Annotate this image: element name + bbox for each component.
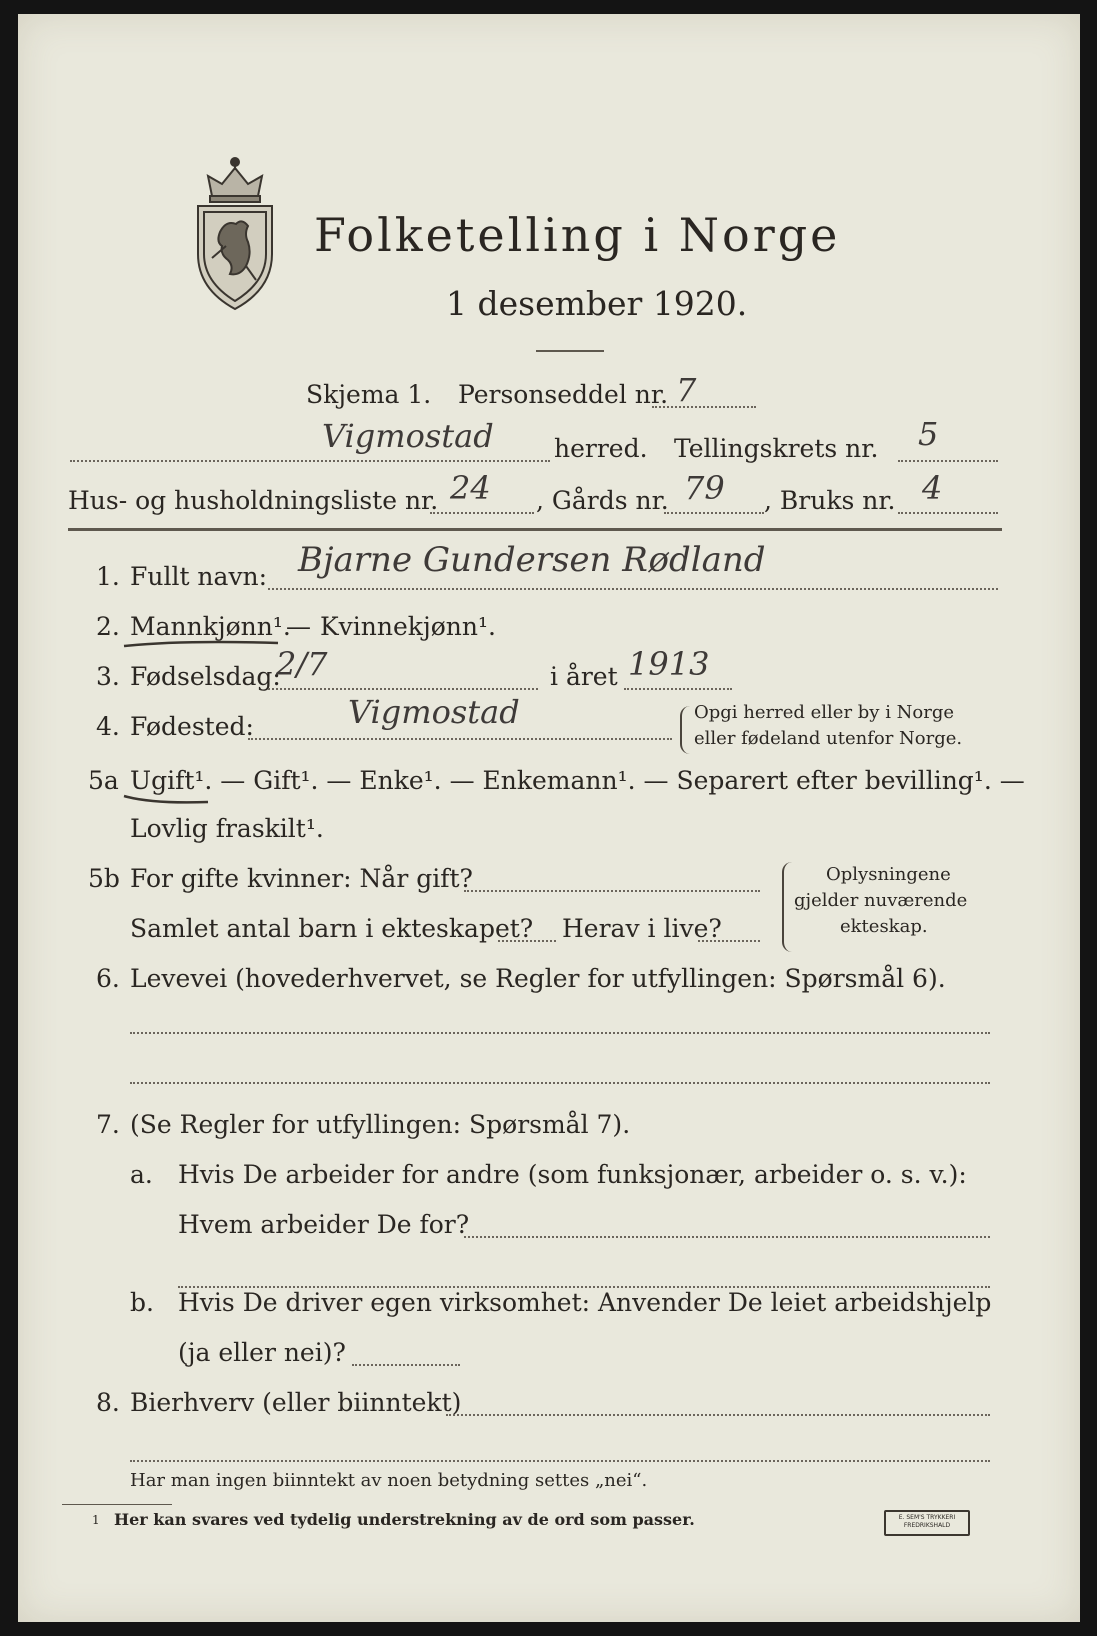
personseddel-label: Personseddel nr. xyxy=(458,380,669,409)
herred-label: herred. xyxy=(554,434,648,463)
occupation-line-1[interactable] xyxy=(130,1032,990,1034)
full-name-value[interactable]: Bjarne Gundersen Rødland xyxy=(298,540,766,580)
q2-number: 2. xyxy=(96,612,120,641)
q1-line xyxy=(268,588,998,590)
q8-number: 8. xyxy=(96,1388,120,1417)
employer-line[interactable] xyxy=(464,1236,990,1238)
divorced-option[interactable]: Lovlig fraskilt¹. xyxy=(130,814,324,843)
q3-label: Fødselsdag: xyxy=(130,662,281,691)
q8-label: Bierhverv (eller biinntekt) xyxy=(130,1388,462,1417)
q2-separator: — xyxy=(286,612,311,641)
year-line xyxy=(624,688,732,690)
footnote-divider xyxy=(62,1504,172,1505)
personseddel-line xyxy=(652,406,756,408)
q7a-letter: a. xyxy=(130,1160,153,1189)
printer-stamp-line2: FREDRIKSHALD xyxy=(903,1522,951,1529)
q7a-employer-label: Hvem arbeider De for? xyxy=(178,1210,470,1239)
children-alive-line xyxy=(698,940,760,942)
q7a-line1: Hvis De arbeider for andre (som funksjonær, arbeider o. s. v.): xyxy=(178,1160,967,1189)
q4-label: Fødested: xyxy=(130,712,254,741)
personseddel-value[interactable]: 7 xyxy=(676,371,697,409)
title-divider xyxy=(536,350,604,352)
hired-help-line[interactable] xyxy=(352,1364,460,1366)
form-title: Folketelling i Norge xyxy=(314,208,841,262)
hus-value[interactable]: 24 xyxy=(450,469,491,507)
marital-status-options[interactable]: Ugift¹. — Gift¹. — Enke¹. — Enkemann¹. — Separert efter bevilling¹. — xyxy=(130,766,1025,795)
children-total-line xyxy=(498,940,556,942)
skjema-label: Skjema 1. xyxy=(306,380,432,409)
children-total-label: Samlet antal barn i ekteskapet? xyxy=(130,914,534,943)
tellingskrets-label: Tellingskrets nr. xyxy=(674,434,879,463)
tellingskrets-line xyxy=(898,460,998,462)
footnote-mark: 1 xyxy=(92,1513,100,1527)
children-alive-label: Herav i live? xyxy=(562,914,722,943)
birthday-line xyxy=(268,688,538,690)
birth-year-value[interactable]: 1913 xyxy=(628,645,710,683)
q4-note-brace xyxy=(680,706,690,754)
printer-stamp xyxy=(884,1510,970,1536)
q7b-hired-help-label: (ja eller nei)? xyxy=(178,1338,346,1367)
side-income-line-2[interactable] xyxy=(130,1460,990,1462)
side-income-line[interactable] xyxy=(446,1414,990,1416)
q7b-letter: b. xyxy=(130,1288,154,1317)
q7-number: 7. xyxy=(96,1110,120,1139)
birthplace-value[interactable]: Vigmostad xyxy=(348,693,520,731)
birthplace-line xyxy=(248,738,672,740)
bruks-label: , Bruks nr. xyxy=(764,486,896,515)
bruks-value[interactable]: 4 xyxy=(922,469,943,507)
printer-stamp-line1: E. SEM'S TRYKKERI xyxy=(898,1514,956,1521)
herred-value[interactable]: Vigmostad xyxy=(322,417,494,455)
q5b-note-line3: ekteskap. xyxy=(840,916,928,937)
q5b-note-line1: Oplysningene xyxy=(826,864,951,885)
female-option[interactable]: Kvinnekjønn¹. xyxy=(320,612,496,641)
q4-note-line1: Opgi herred eller by i Norge xyxy=(694,702,955,723)
q7-label: (Se Regler for utfyllingen: Spørsmål 7). xyxy=(130,1110,631,1139)
gards-label: , Gårds nr. xyxy=(536,486,669,515)
q5b-married-when-label: For gifte kvinner: Når gift? xyxy=(130,864,473,893)
gards-value[interactable]: 79 xyxy=(684,469,725,507)
q6-number: 6. xyxy=(96,964,120,993)
q8-note: Har man ingen biinntekt av noen betydning settes „nei“. xyxy=(130,1470,648,1491)
coat-of-arms-emblem xyxy=(190,154,280,314)
herred-line xyxy=(70,460,550,462)
male-option[interactable]: Mannkjønn¹. xyxy=(130,612,291,641)
male-underline-mark xyxy=(122,638,282,650)
q3-number: 3. xyxy=(96,662,120,691)
census-date: 1 desember 1920. xyxy=(446,284,748,323)
q5a-number: 5a xyxy=(88,766,119,795)
bruks-line xyxy=(898,512,998,514)
birthday-value[interactable]: 2/7 xyxy=(276,645,328,683)
q7b-line1: Hvis De driver egen virksomhet: Anvender De leiet arbeidshjelp xyxy=(178,1288,992,1317)
q5b-note-brace xyxy=(782,862,794,952)
gards-line xyxy=(664,512,764,514)
hus-label: Hus- og husholdningsliste nr. xyxy=(68,486,439,515)
ugift-underline-mark xyxy=(122,792,212,806)
q1-label: Fullt navn: xyxy=(130,562,268,591)
year-label: i året xyxy=(550,662,618,691)
q1-number: 1. xyxy=(96,562,120,591)
hus-line xyxy=(430,512,534,514)
occupation-line-2[interactable] xyxy=(130,1082,990,1084)
header-divider xyxy=(68,528,1002,531)
q5b-number: 5b xyxy=(88,864,120,893)
q5b-note-line2: gjelder nuværende xyxy=(794,890,968,911)
q6-label: Levevei (hovederhvervet, se Regler for utfyllingen: Spørsmål 6). xyxy=(130,964,946,993)
married-when-line xyxy=(464,890,760,892)
tellingskrets-value[interactable]: 5 xyxy=(918,415,939,453)
footnote-text: Her kan svares ved tydelig understrekning av de ord som passer. xyxy=(114,1510,695,1529)
q4-note-line2: eller fødeland utenfor Norge. xyxy=(694,728,963,749)
census-form xyxy=(18,14,1080,1622)
q4-number: 4. xyxy=(96,712,120,741)
